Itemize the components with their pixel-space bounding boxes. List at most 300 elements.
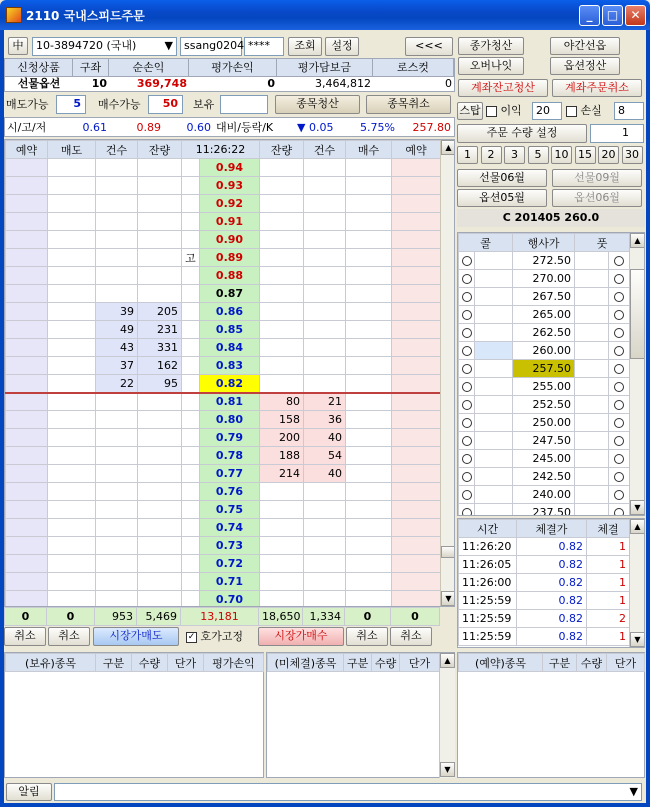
symbol-settle-button[interactable]: 종목청산	[275, 95, 360, 114]
sell-reserve-cell[interactable]	[6, 501, 48, 519]
buy-reserve-cell[interactable]	[392, 195, 441, 213]
price-cell[interactable]: 0.90	[200, 231, 260, 249]
sell-order-cell[interactable]	[48, 393, 96, 411]
futures-09-button[interactable]: 선물09월	[552, 169, 642, 187]
sell-order-cell[interactable]	[48, 159, 96, 177]
qty-preset-3-button[interactable]: 3	[504, 146, 525, 164]
notice-field[interactable]	[54, 783, 642, 801]
radio-icon[interactable]	[462, 346, 472, 356]
qty-preset-15-button[interactable]: 15	[575, 146, 596, 164]
call-radio[interactable]	[459, 450, 475, 468]
buy-reserve-cell[interactable]	[392, 375, 441, 393]
put-radio[interactable]	[609, 468, 630, 486]
lookup-button[interactable]: 조회	[288, 37, 322, 56]
put-radio[interactable]	[609, 378, 630, 396]
sell-order-cell[interactable]	[48, 411, 96, 429]
sell-order-cell[interactable]	[48, 177, 96, 195]
sell-reserve-cell[interactable]	[6, 195, 48, 213]
put-cell[interactable]	[575, 252, 609, 270]
call-cell[interactable]	[475, 288, 513, 306]
put-radio[interactable]	[609, 342, 630, 360]
collapse-button[interactable]: <<<	[405, 37, 453, 56]
buy-reserve-cell[interactable]	[392, 465, 441, 483]
trade-price: 0.82	[517, 556, 587, 574]
qty-preset-30-button[interactable]: 30	[622, 146, 643, 164]
buy-order-cell[interactable]	[346, 501, 392, 519]
buy-reserve-cell[interactable]	[392, 357, 441, 375]
buy-order-cell[interactable]	[346, 159, 392, 177]
price-cell[interactable]: 0.93	[200, 177, 260, 195]
sell-order-cell[interactable]	[48, 429, 96, 447]
scroll-up-icon[interactable]: ▲	[441, 140, 455, 155]
sell-order-cell[interactable]	[48, 465, 96, 483]
buy-order-cell[interactable]	[346, 411, 392, 429]
call-cell[interactable]	[475, 504, 513, 517]
put-cell[interactable]	[575, 486, 609, 504]
price-cell[interactable]: 0.87	[200, 285, 260, 303]
price-fix-checkbox[interactable]	[186, 628, 243, 645]
call-cell[interactable]	[475, 450, 513, 468]
qty-preset-1-button[interactable]: 1	[457, 146, 478, 164]
strike-row[interactable]	[459, 360, 630, 378]
price-cell[interactable]: 0.75	[200, 501, 260, 519]
profit-checkbox[interactable]	[486, 102, 522, 119]
call-radio[interactable]	[459, 432, 475, 450]
price-cell[interactable]: 0.70	[200, 591, 260, 608]
call-radio[interactable]	[459, 252, 475, 270]
order-qty-setting-button[interactable]: 주문 수량 설정	[457, 124, 587, 143]
qty-preset-20-button[interactable]: 20	[598, 146, 619, 164]
radio-icon[interactable]	[462, 382, 472, 392]
price-cell[interactable]: 0.84	[200, 339, 260, 357]
strike-row[interactable]	[459, 450, 630, 468]
sell-cancel-button-2[interactable]: 취소	[48, 627, 90, 646]
scroll-down-icon[interactable]: ▼	[630, 632, 645, 647]
call-radio[interactable]	[459, 342, 475, 360]
radio-icon[interactable]	[462, 292, 472, 302]
option-settle-button[interactable]: 옵션정산	[550, 57, 620, 75]
sell-reserve-cell[interactable]	[6, 249, 48, 267]
put-radio[interactable]	[609, 396, 630, 414]
radio-icon[interactable]	[614, 328, 624, 338]
radio-icon[interactable]	[614, 454, 624, 464]
buy-reserve-cell[interactable]	[392, 411, 441, 429]
radio-icon[interactable]	[614, 382, 624, 392]
call-cell[interactable]	[475, 486, 513, 504]
password-input[interactable]: ****	[244, 37, 284, 56]
sell-reserve-cell[interactable]	[6, 177, 48, 195]
price-cell[interactable]: 0.80	[200, 411, 260, 429]
price-cell[interactable]: 0.79	[200, 429, 260, 447]
put-cell[interactable]	[575, 288, 609, 306]
scroll-down-icon[interactable]: ▼	[630, 500, 645, 515]
buy-order-cell[interactable]	[346, 195, 392, 213]
buy-order-cell[interactable]	[346, 285, 392, 303]
sell-order-cell[interactable]	[48, 447, 96, 465]
radio-icon[interactable]	[614, 346, 624, 356]
buy-reserve-cell[interactable]	[392, 429, 441, 447]
call-cell[interactable]	[475, 432, 513, 450]
buy-reserve-cell[interactable]	[392, 249, 441, 267]
strike-row[interactable]	[459, 432, 630, 450]
put-cell[interactable]	[575, 324, 609, 342]
price-cell[interactable]: 0.82	[200, 375, 260, 393]
user-id-input[interactable]: ssang0204	[180, 37, 242, 56]
strike-row[interactable]	[459, 378, 630, 396]
buy-order-cell[interactable]	[346, 591, 392, 608]
price-cell[interactable]: 0.86	[200, 303, 260, 321]
sell-reserve-cell[interactable]	[6, 231, 48, 249]
checkbox-icon[interactable]	[486, 106, 497, 117]
call-cell[interactable]	[475, 468, 513, 486]
call-cell[interactable]	[475, 252, 513, 270]
price-cell[interactable]: 0.72	[200, 555, 260, 573]
sell-order-cell[interactable]	[48, 231, 96, 249]
sell-cancel-button-1[interactable]: 취소	[4, 627, 46, 646]
radio-icon[interactable]	[462, 436, 472, 446]
put-cell[interactable]	[575, 468, 609, 486]
put-cell[interactable]	[575, 378, 609, 396]
strike-row[interactable]	[459, 252, 630, 270]
buy-reserve-cell[interactable]	[392, 519, 441, 537]
sell-reserve-cell[interactable]	[6, 591, 48, 608]
call-cell[interactable]	[475, 396, 513, 414]
bid-qty	[260, 159, 304, 177]
put-radio[interactable]	[609, 486, 630, 504]
buy-reserve-cell[interactable]	[392, 501, 441, 519]
close-all-button[interactable]: 종가청산	[458, 37, 524, 55]
scroll-down-icon[interactable]: ▼	[441, 591, 455, 606]
call-cell[interactable]	[475, 324, 513, 342]
put-radio[interactable]	[609, 432, 630, 450]
price-cell[interactable]: 0.78	[200, 447, 260, 465]
strike-row[interactable]	[459, 504, 630, 517]
radio-icon[interactable]	[614, 472, 624, 482]
checkbox-icon[interactable]	[566, 106, 577, 117]
call-radio[interactable]	[459, 468, 475, 486]
put-cell[interactable]	[575, 504, 609, 517]
low-price: 0.60	[186, 121, 211, 134]
put-cell[interactable]	[575, 396, 609, 414]
scroll-up-icon[interactable]: ▲	[440, 653, 455, 668]
market-sell-button[interactable]: 시장가매도	[93, 627, 179, 646]
sell-reserve-cell[interactable]	[6, 429, 48, 447]
strike-row[interactable]	[459, 486, 630, 504]
buy-order-cell[interactable]	[346, 447, 392, 465]
price-cell[interactable]: 0.83	[200, 357, 260, 375]
strike-row[interactable]	[459, 396, 630, 414]
buy-order-cell[interactable]	[346, 537, 392, 555]
sell-reserve-cell[interactable]	[6, 321, 48, 339]
call-cell[interactable]	[475, 342, 513, 360]
symbol-cancel-button[interactable]: 종목취소	[366, 95, 451, 114]
sell-order-cell[interactable]	[48, 519, 96, 537]
price-cell[interactable]: 0.89	[200, 249, 260, 267]
sell-order-cell[interactable]	[48, 357, 96, 375]
radio-icon[interactable]	[462, 454, 472, 464]
price-cell[interactable]: 0.77	[200, 465, 260, 483]
buy-order-cell[interactable]	[346, 249, 392, 267]
account-order-cancel-button[interactable]: 계좌주문취소	[552, 79, 642, 97]
buy-order-cell[interactable]	[346, 177, 392, 195]
sell-reserve-cell[interactable]	[6, 573, 48, 591]
scroll-down-icon[interactable]: ▼	[440, 762, 455, 777]
radio-icon[interactable]	[614, 292, 624, 302]
qty-preset-2-button[interactable]: 2	[481, 146, 502, 164]
buy-reserve-cell[interactable]	[392, 303, 441, 321]
buy-order-cell[interactable]	[346, 573, 392, 591]
chevron-down-icon[interactable]: ▼	[629, 785, 638, 798]
sell-reserve-cell[interactable]	[6, 213, 48, 231]
call-cell[interactable]	[475, 378, 513, 396]
strike-row[interactable]	[459, 468, 630, 486]
sell-order-cell[interactable]	[48, 573, 96, 591]
call-radio[interactable]	[459, 324, 475, 342]
radio-icon[interactable]	[614, 508, 624, 516]
buy-reserve-cell[interactable]	[392, 537, 441, 555]
ask-count	[96, 429, 138, 447]
radio-icon[interactable]	[462, 328, 472, 338]
radio-icon[interactable]	[462, 418, 472, 428]
scroll-thumb[interactable]	[441, 546, 455, 558]
loss-checkbox[interactable]	[566, 102, 602, 119]
buy-reserve-cell[interactable]	[392, 483, 441, 501]
trades-scrollbar[interactable]	[629, 519, 645, 648]
sell-order-cell[interactable]	[48, 555, 96, 573]
price-cell[interactable]: 0.94	[200, 159, 260, 177]
sell-reserve-cell[interactable]	[6, 537, 48, 555]
order-qty-input[interactable]: 1	[590, 124, 644, 143]
strike-row[interactable]	[459, 306, 630, 324]
sell-order-cell[interactable]	[48, 285, 96, 303]
call-radio[interactable]	[459, 306, 475, 324]
scroll-thumb[interactable]	[630, 269, 645, 359]
buy-order-cell[interactable]	[346, 555, 392, 573]
put-cell[interactable]	[575, 432, 609, 450]
radio-icon[interactable]	[614, 436, 624, 446]
strike-price: 245.00	[513, 450, 575, 468]
put-cell[interactable]	[575, 450, 609, 468]
buy-order-cell[interactable]	[346, 429, 392, 447]
sell-reserve-cell[interactable]	[6, 303, 48, 321]
price-cell[interactable]: 0.91	[200, 213, 260, 231]
price-cell[interactable]: 0.81	[200, 393, 260, 411]
put-radio[interactable]	[609, 306, 630, 324]
buy-reserve-cell[interactable]	[392, 393, 441, 411]
buy-order-cell[interactable]	[346, 393, 392, 411]
put-radio[interactable]	[609, 252, 630, 270]
sell-order-cell[interactable]	[48, 213, 96, 231]
sell-reserve-cell[interactable]	[6, 519, 48, 537]
put-cell[interactable]	[575, 306, 609, 324]
sell-reserve-cell[interactable]	[6, 555, 48, 573]
put-cell[interactable]	[575, 360, 609, 378]
sell-reserve-cell[interactable]	[6, 483, 48, 501]
buy-order-cell[interactable]	[346, 231, 392, 249]
radio-icon[interactable]	[462, 310, 472, 320]
put-cell[interactable]	[575, 342, 609, 360]
buy-order-cell[interactable]	[346, 357, 392, 375]
strike-row[interactable]	[459, 324, 630, 342]
price-cell[interactable]: 0.85	[200, 321, 260, 339]
loss-input[interactable]: 8	[614, 102, 644, 120]
buy-reserve-cell[interactable]	[392, 159, 441, 177]
price-cell[interactable]: 0.76	[200, 483, 260, 501]
sell-reserve-cell[interactable]	[6, 393, 48, 411]
sell-reserve-cell[interactable]	[6, 411, 48, 429]
buy-order-cell[interactable]	[346, 213, 392, 231]
account-select[interactable]	[32, 37, 177, 56]
buy-reserve-cell[interactable]	[392, 267, 441, 285]
trade-row	[459, 592, 630, 610]
buy-order-cell[interactable]	[346, 303, 392, 321]
profit-input[interactable]: 20	[532, 102, 562, 120]
radio-icon[interactable]	[462, 490, 472, 500]
pin-button[interactable]: 中	[8, 37, 28, 55]
overnight-button[interactable]: 오버나잇	[458, 57, 524, 75]
call-radio[interactable]	[459, 288, 475, 306]
buy-reserve-cell[interactable]	[392, 231, 441, 249]
radio-icon[interactable]	[614, 310, 624, 320]
buy-reserve-cell[interactable]	[392, 573, 441, 591]
buy-order-cell[interactable]	[346, 483, 392, 501]
sell-order-cell[interactable]	[48, 483, 96, 501]
futures-06-button[interactable]: 선물06월	[457, 169, 547, 187]
settings-button[interactable]: 설정	[325, 37, 359, 56]
strike-row[interactable]	[459, 414, 630, 432]
buy-cancel-button-1[interactable]: 취소	[346, 627, 388, 646]
radio-icon[interactable]	[614, 490, 624, 500]
buy-order-cell[interactable]	[346, 375, 392, 393]
strike-row[interactable]	[459, 270, 630, 288]
put-radio[interactable]	[609, 324, 630, 342]
call-radio[interactable]	[459, 270, 475, 288]
minimize-button[interactable]: _	[579, 5, 600, 26]
buy-reserve-cell[interactable]	[392, 285, 441, 303]
radio-icon[interactable]	[462, 400, 472, 410]
sell-reserve-cell[interactable]	[6, 285, 48, 303]
put-radio[interactable]	[609, 288, 630, 306]
buy-order-cell[interactable]	[346, 267, 392, 285]
sell-order-cell[interactable]	[48, 267, 96, 285]
maximize-button[interactable]: □	[602, 5, 623, 26]
radio-icon[interactable]	[462, 274, 472, 284]
buy-order-cell[interactable]	[346, 339, 392, 357]
put-radio[interactable]	[609, 450, 630, 468]
sell-order-cell[interactable]	[48, 303, 96, 321]
call-cell[interactable]	[475, 270, 513, 288]
sell-order-cell[interactable]	[48, 537, 96, 555]
call-radio[interactable]	[459, 486, 475, 504]
put-radio[interactable]	[609, 360, 630, 378]
scroll-up-icon[interactable]: ▲	[630, 233, 645, 248]
radio-icon[interactable]	[614, 364, 624, 374]
call-radio[interactable]	[459, 414, 475, 432]
buy-order-cell[interactable]	[346, 519, 392, 537]
radio-icon[interactable]	[614, 256, 624, 266]
qty-preset-10-button[interactable]: 10	[551, 146, 572, 164]
sell-order-cell[interactable]	[48, 501, 96, 519]
sell-order-cell[interactable]	[48, 375, 96, 393]
market-buy-button[interactable]: 시장가매수	[258, 627, 344, 646]
sell-reserve-cell[interactable]	[6, 357, 48, 375]
options-05-button[interactable]: 옵션05월	[457, 189, 547, 207]
options-06-button[interactable]: 옵션06월	[552, 189, 642, 207]
sell-reserve-cell[interactable]	[6, 465, 48, 483]
checkbox-checked-icon[interactable]: ✓	[187, 631, 196, 642]
scroll-up-icon[interactable]: ▲	[630, 519, 645, 534]
stop-button[interactable]: 스탑	[457, 102, 483, 120]
night-futures-button[interactable]: 야간선옵	[550, 37, 620, 55]
sell-reserve-cell[interactable]	[6, 375, 48, 393]
buy-reserve-cell[interactable]	[392, 321, 441, 339]
strike-scrollbar[interactable]	[629, 233, 645, 516]
buy-order-cell[interactable]	[346, 321, 392, 339]
radio-icon[interactable]	[614, 400, 624, 410]
order-book-scrollbar[interactable]	[440, 140, 455, 607]
sell-reserve-cell[interactable]	[6, 159, 48, 177]
call-cell[interactable]	[475, 360, 513, 378]
radio-icon[interactable]	[614, 418, 624, 428]
close-button[interactable]: ✕	[625, 5, 646, 26]
price-cell[interactable]: 0.74	[200, 519, 260, 537]
call-radio[interactable]	[459, 378, 475, 396]
sell-order-cell[interactable]	[48, 591, 96, 608]
call-radio[interactable]	[459, 360, 475, 378]
buy-reserve-cell[interactable]	[392, 339, 441, 357]
sell-order-cell[interactable]	[48, 321, 96, 339]
radio-icon[interactable]	[462, 364, 472, 374]
radio-icon[interactable]	[462, 508, 472, 516]
buy-reserve-cell[interactable]	[392, 177, 441, 195]
sell-reserve-cell[interactable]	[6, 267, 48, 285]
put-radio[interactable]	[609, 270, 630, 288]
sell-reserve-cell[interactable]	[6, 447, 48, 465]
price-cell[interactable]: 0.71	[200, 573, 260, 591]
buy-reserve-cell[interactable]	[392, 555, 441, 573]
sell-reserve-cell[interactable]	[6, 339, 48, 357]
call-cell[interactable]	[475, 414, 513, 432]
buy-order-cell[interactable]	[346, 465, 392, 483]
high-marker	[182, 177, 200, 195]
price-cell[interactable]: 0.88	[200, 267, 260, 285]
buy-reserve-cell[interactable]	[392, 591, 441, 608]
radio-icon[interactable]	[614, 274, 624, 284]
account-balance-settle-button[interactable]: 계좌잔고청산	[458, 79, 548, 97]
sell-order-cell[interactable]	[48, 339, 96, 357]
sell-order-cell[interactable]	[48, 249, 96, 267]
put-cell[interactable]	[575, 414, 609, 432]
strike-row[interactable]	[459, 288, 630, 306]
buy-reserve-cell[interactable]	[392, 213, 441, 231]
pending-scrollbar[interactable]	[439, 653, 455, 778]
put-cell[interactable]	[575, 270, 609, 288]
radio-icon[interactable]	[462, 256, 472, 266]
radio-icon[interactable]	[462, 472, 472, 482]
put-radio[interactable]	[609, 414, 630, 432]
strike-row[interactable]	[459, 342, 630, 360]
price-cell[interactable]: 0.73	[200, 537, 260, 555]
buy-reserve-cell[interactable]	[392, 447, 441, 465]
call-cell[interactable]	[475, 306, 513, 324]
buy-cancel-button-2[interactable]: 취소	[390, 627, 432, 646]
call-radio[interactable]	[459, 504, 475, 517]
sell-order-cell[interactable]	[48, 195, 96, 213]
price-cell[interactable]: 0.92	[200, 195, 260, 213]
call-radio[interactable]	[459, 396, 475, 414]
put-radio[interactable]	[609, 504, 630, 517]
qty-preset-5-button[interactable]: 5	[528, 146, 549, 164]
